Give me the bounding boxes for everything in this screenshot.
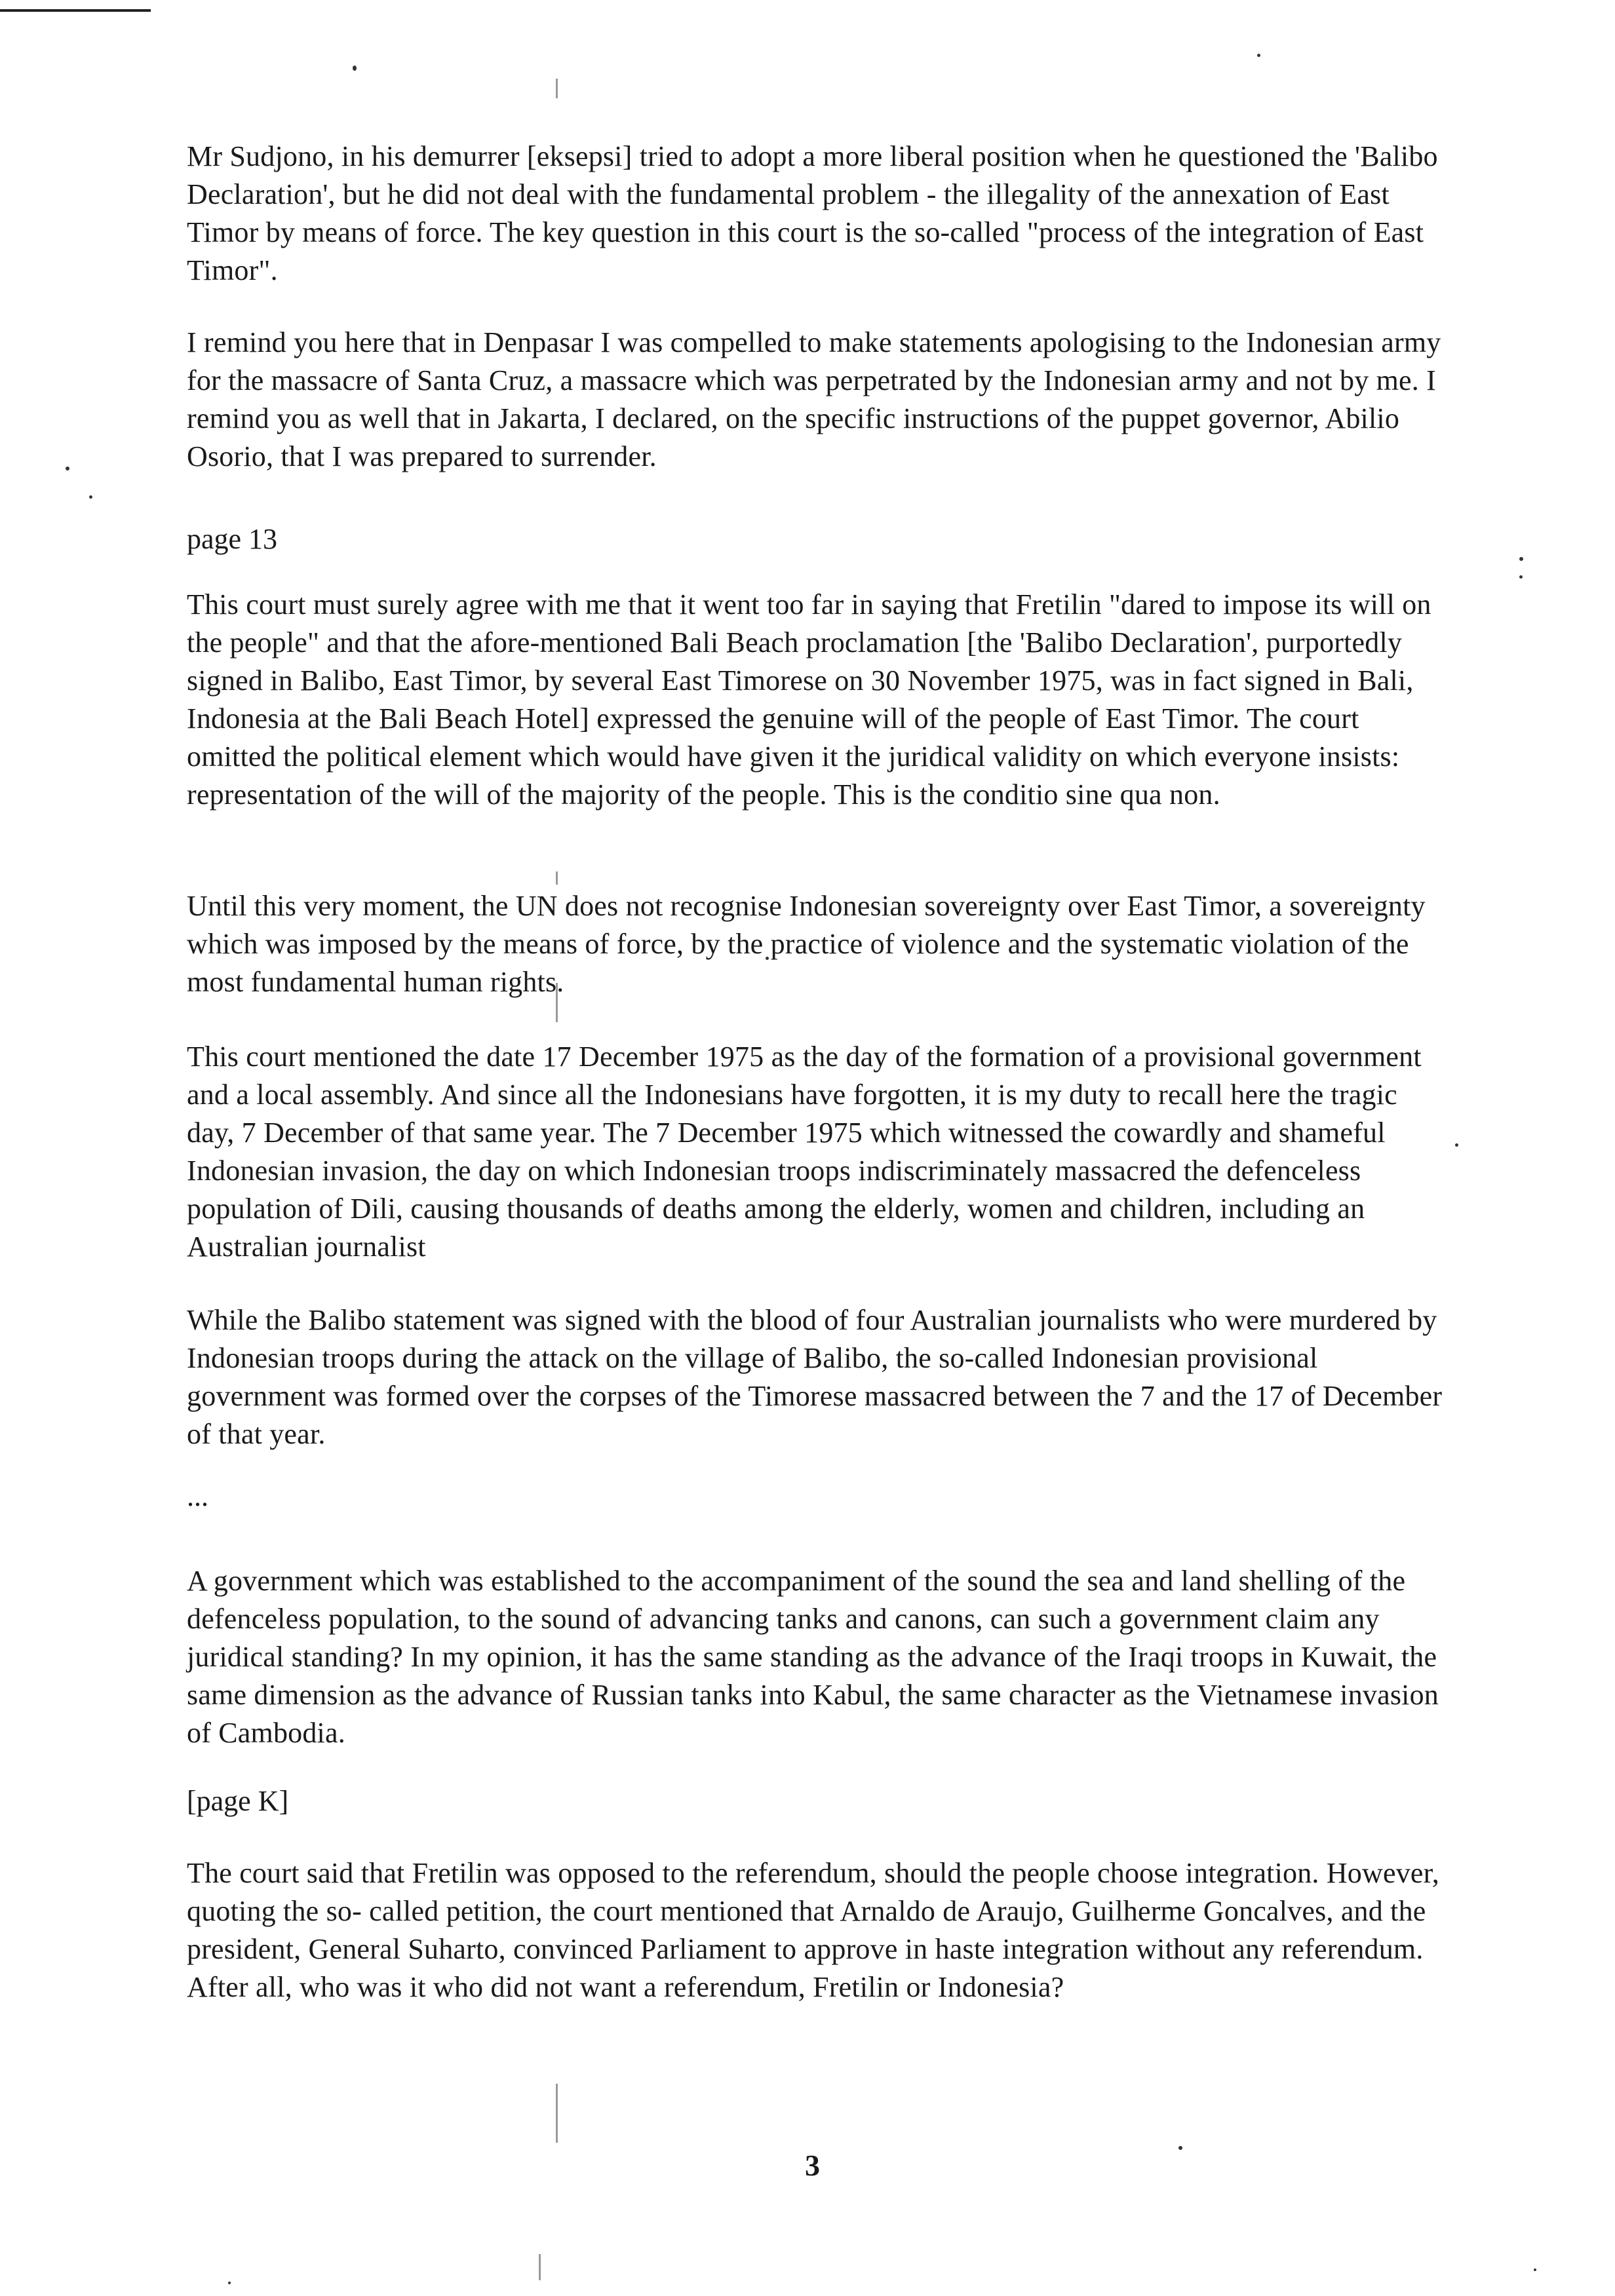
- fold-mark: [556, 79, 558, 98]
- scan-speck: [353, 66, 357, 71]
- paragraph-government-established: A government which was established to the accompaniment of the sound the sea and land shelling of the defenceless population, to the sound of advancing tanks and canons, can such a government claim any juridical standing? In my opinion, it has the same standing as the advance of the Iraqi troops in Kuwait, the same dimension as the advance of Russian tanks into Kabul, the same character as the Vietnamese invasion of Cambodia.: [187, 1565, 1439, 1749]
- scan-speck: [1257, 54, 1260, 57]
- paragraph-december-1975: This court mentioned the date 17 December 1975 as the day of the formation of a provisional government and a local assembly. And since all the Indonesians have forgotten, it is my duty to recall here the tragic day, 7 December of that same year. The 7 December 1975 which witnessed the cowardly and shameful Indonesian invasion, the day on which Indonesian troops indiscriminately massacred the defenceless population of Dili, causing thousands of deaths among the elderly, women and children, including an Australian journalist: [187, 1041, 1422, 1263]
- paragraph-referendum: The court said that Fretilin was opposed to the referendum, should the people choose integration. However, quoting the so- called petition, the court mentioned that Arnaldo de Araujo, Guilherme Goncalves, and the president, General Suharto, convinced Parliament to approve in haste integration without any referendum. After all, who was it who did not want a referendum, Fretilin or Indonesia?: [187, 1857, 1439, 2003]
- paragraph-un-sovereignty: Until this very moment, the UN does not recognise Indonesian sovereignty over East Timor, a sovereignty which was imposed by the means of force, by the practice of violence and the systematic violation of the most fundamental human rights.: [187, 890, 1426, 998]
- fold-mark: [539, 2254, 541, 2280]
- page-number: 3: [805, 2149, 820, 2182]
- scan-speck: [1178, 2146, 1182, 2150]
- scan-speck: [66, 467, 69, 470]
- scan-speck: [1519, 557, 1523, 561]
- scan-speck: [89, 495, 92, 499]
- scan-speck: [1534, 2268, 1536, 2271]
- paragraph-balibo-statement: While the Balibo statement was signed with the blood of four Australian journalists who were murdered by Indonesian troops during the attack on the village of Balibo, the so-called Indonesian provisional government was formed over the corpses of the Timorese massacred between the 7 and the 17 of December of that year.: [187, 1304, 1443, 1450]
- top-edge-rule: [0, 9, 151, 12]
- page-reference-k: [page K]: [187, 1785, 289, 1817]
- paragraph-demurrer: Mr Sudjono, in his demurrer [eksepsi] tried to adopt a more liberal position when he questioned the 'Balibo Declaration', but he did not deal with the fundamental problem - the illegality of the annexation of East Timor by means of force. The key question in this court is the so-called "process of the integration of East Timor".: [187, 140, 1438, 286]
- scan-speck: [228, 2282, 231, 2284]
- paragraph-denpasar: I remind you here that in Denpasar I was compelled to make statements apologising to the Indonesian army for the massacre of Santa Cruz, a massacre which was perpetrated by the Indonesian army and not by me. I remind you as well that in Jakarta, I declared, on the specific instructions of the puppet governor, Abilio Osorio, that I was prepared to surrender.: [187, 326, 1441, 472]
- fold-mark: [556, 871, 558, 885]
- scan-speck: [1455, 1143, 1458, 1147]
- page-reference-13: page 13: [187, 523, 278, 555]
- scan-speck: [1519, 575, 1523, 579]
- text-ellipsis: ...: [187, 1480, 208, 1512]
- paragraph-bali-beach: This court must surely agree with me that it went too far in saying that Fretilin "dared to impose its will on the people" and that the afore-mentioned Bali Beach proclamation [the 'Balibo Declaration', purportedly signed in Balibo, East Timor, by several East Timorese on 30 November 1975, was in fact signed in Bali, Indonesia at the Bali Beach Hotel] expressed the genuine will of the people of East Timor. The court omitted the political element which would have given it the juridical validity on which everyone insists: representation of the will of the majority of the people. This is the conditio sine qua non.: [187, 588, 1431, 811]
- fold-mark: [556, 2084, 558, 2143]
